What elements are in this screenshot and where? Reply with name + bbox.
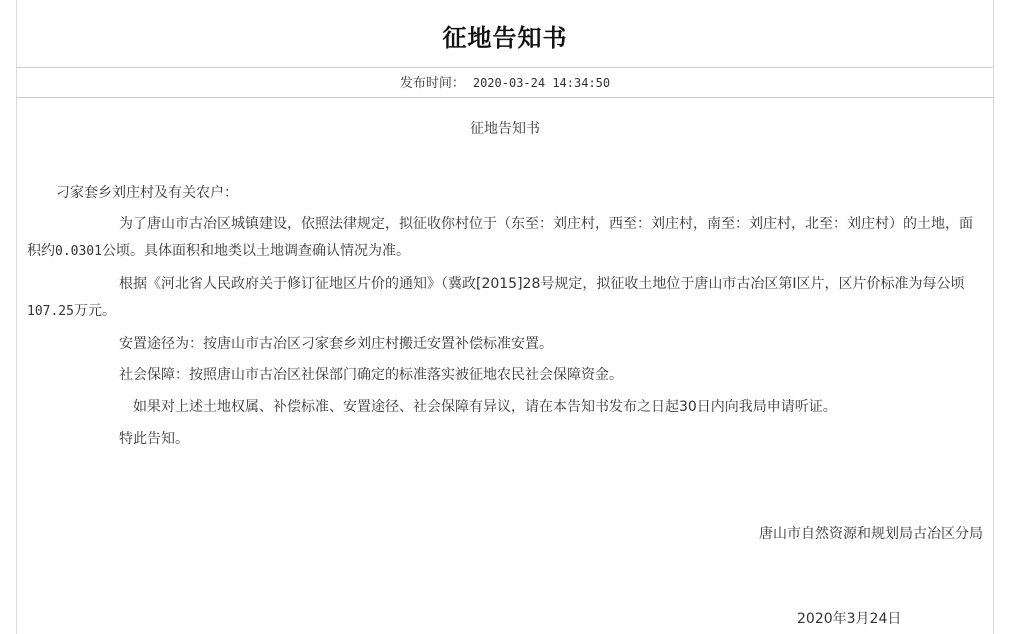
title-bar xyxy=(17,0,993,68)
article-frame xyxy=(16,0,994,634)
paragraph-1-suffix: 公顷。具体面积和地类以土地调查确认情况为准。 xyxy=(101,243,410,259)
paragraph-1-prefix: 积约 xyxy=(27,243,55,259)
page-title: 征地告知书 xyxy=(442,24,568,52)
paragraph-1-line-1: 为了唐山市古冶区城镇建设，依照法律规定，拟征收你村位于（东至：刘庄村，西至：刘庄村，南至：刘庄村，北至：刘庄村）的土地，面 xyxy=(119,216,973,232)
paragraph-1-line-2 xyxy=(27,240,410,260)
issue-date: 2020年3月24日 xyxy=(797,611,902,627)
publish-time-label: 发布时间： xyxy=(399,76,465,91)
paragraph-1-area: 0.0301 xyxy=(55,244,102,259)
publish-time-value: 2020-03-24 14:34:50 xyxy=(472,76,611,90)
paragraph-2-price: 107.25 xyxy=(27,304,74,319)
paragraph-2-line-1: 根据《河北省人民政府关于修订征地区片价的通知》（冀政[2015]28号规定，拟征收土地位于唐山市古冶区第I区片，区片价标准为每公顷 xyxy=(119,276,965,292)
paragraph-6: 特此告知。 xyxy=(119,431,189,447)
addressee: 刁家套乡刘庄村及有关农户： xyxy=(56,185,238,201)
paragraph-4: 社会保障：按照唐山市古冶区社保部门确定的标准落实被征地农民社会保障资金。 xyxy=(119,367,623,383)
paragraph-3: 安置途径为：按唐山市古冶区刁家套乡刘庄村搬迁安置补偿标准安置。 xyxy=(119,336,553,352)
document-heading: 征地告知书 xyxy=(470,121,540,137)
paragraph-2-suffix: 万元。 xyxy=(73,303,116,319)
publish-info xyxy=(17,68,993,98)
paragraph-5: 如果对上述土地权属、补偿标准、安置途径、社会保障有异议，请在本告知书发布之日起30日内向我局申请听证。 xyxy=(133,399,837,415)
issuer: 唐山市自然资源和规划局古冶区分局 xyxy=(759,526,983,542)
paragraph-2-line-2 xyxy=(27,300,116,320)
